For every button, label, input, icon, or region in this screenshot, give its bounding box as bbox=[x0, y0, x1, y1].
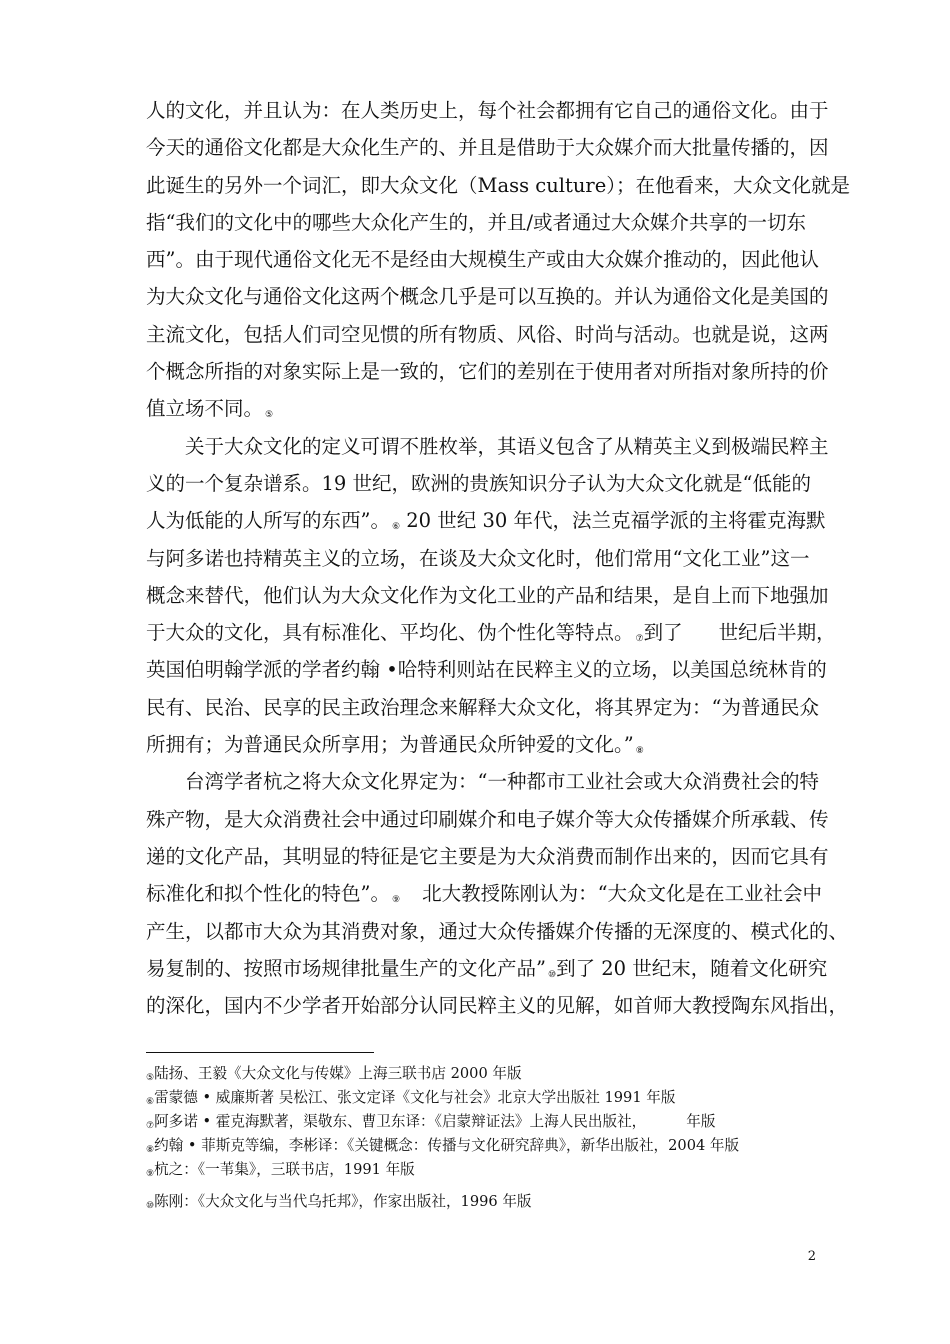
text-line: 为大众文化与通俗文化这两个概念几乎是可以互换的。并认为通俗文化是美国的 bbox=[146, 285, 829, 309]
text-line: 人的文化，并且认为：在人类历史上，每个社会都拥有它自己的通俗文化。由于 bbox=[146, 99, 829, 122]
text-line: 人为低能的人所写的东西”。 ⑥ 20 世纪 30 年代，法兰克福学派的主将霍克海默 bbox=[146, 509, 826, 533]
footnote: ⑥雷蒙德 • 威廉斯著 吴松江、张文定译《文化与社会》北京大学出版社 1991 年版 bbox=[146, 1089, 676, 1107]
text-line: 与阿多诺也持精英主义的立场，在谈及大众文化时，他们常用“文化工业”这一 bbox=[146, 546, 810, 570]
text-line: 民有、民治、民享的民主政治理念来解释大众文化，将其界定为：“为普通民众 bbox=[146, 695, 819, 719]
text-line: 递的文化产品，其明显的特征是它主要是为大众消费而制作出来的，因而它具有 bbox=[146, 844, 829, 868]
text-line: 的深化，国内不少学者开始部分认同民粹主义的见解，如首师大教授陶东风指出， bbox=[146, 994, 849, 1018]
text-line: 关于大众文化的定义可谓不胜枚举，其语义包含了从精英主义到极端民粹主 bbox=[185, 434, 829, 458]
page-number: 2 bbox=[807, 1249, 816, 1264]
text-line: 指“我们的文化中的哪些大众化产生的，并且/或者通过大众媒介共享的一切东 bbox=[146, 210, 807, 234]
text-line: 产生，以都市大众为其消费对象，通过大众传播媒介传播的无深度的、模式化的、 bbox=[146, 919, 849, 943]
footnote: ⑤陆扬、王毅《大众文化与传媒》上海三联书店 2000 年版 bbox=[146, 1065, 522, 1083]
text-line: 易复制的、按照市场规律批量生产的文化产品” ⑩到了 20 世纪末，随着文化研究 bbox=[146, 956, 828, 980]
text-line: 主流文化，包括人们司空见惯的所有物质、风俗、时尚与活动。也就是说，这两 bbox=[146, 322, 829, 346]
footnote: ⑧约翰 • 菲斯克等编，李彬译：《关键概念：传播与文化研究辞典》，新华出版社，2004 年版 bbox=[146, 1137, 740, 1155]
note-mark: ⑧ bbox=[635, 746, 644, 757]
text-line: 义的一个复杂谱系。19 世纪，欧洲的贵族知识分子认为大众文化就是“低能的 bbox=[146, 471, 811, 495]
text-line: 值立场不同。 ⑤ bbox=[146, 397, 274, 421]
footnote-separator bbox=[146, 1052, 374, 1053]
body-text bbox=[146, 92, 851, 1024]
text-line: 于大众的文化，具有标准化、平均化、伪个性化等特点。 ⑦到了 世纪后半期， bbox=[146, 621, 836, 645]
note-mark: ⑤ bbox=[265, 410, 274, 421]
note-mark: ⑩ bbox=[547, 969, 557, 980]
footnotes bbox=[146, 1062, 808, 1214]
text-line: 此诞生的另外一个词汇，即大众文化（Mass culture）；在他看来，大众文化就是 bbox=[146, 173, 851, 197]
note-mark: ⑦ bbox=[635, 634, 644, 645]
text-line: 殊产物，是大众消费社会中通过印刷媒介和电子媒介等大众传播媒介所承载、传 bbox=[146, 807, 829, 831]
text-line: 标准化和拟个性化的特色”。 ⑨ 北大教授陈刚认为：“大众文化是在工业社会中 bbox=[146, 882, 823, 906]
note-mark: ⑥ bbox=[391, 522, 401, 533]
note-mark: ⑨ bbox=[391, 895, 401, 906]
footnote: ⑦阿多诺 • 霍克海默著，渠敬东、曹卫东译：《启蒙辩证法》上海人民出版社， 年版 bbox=[146, 1113, 716, 1131]
footnote: ⑨杭之：《一苇集》，三联书店，1991 年版 bbox=[146, 1161, 415, 1179]
text-line: 今天的通俗文化都是大众化生产的、并且是借助于大众媒介而大批量传播的，因 bbox=[146, 136, 829, 160]
footnote: ⑩陈刚：《大众文化与当代乌托邦》，作家出版社，1996 年版 bbox=[146, 1193, 532, 1211]
text-line: 台湾学者杭之将大众文化界定为：“一种都市工业社会或大众消费社会的特 bbox=[185, 770, 819, 794]
text-line: 英国伯明翰学派的学者约翰 •哈特利则站在民粹主义的立场，以美国总统林肯的 bbox=[146, 658, 827, 682]
text-line: 个概念所指的对象实际上是一致的，它们的差别在于使用者对所指对象所持的价 bbox=[146, 360, 829, 384]
text-line: 概念来替代，他们认为大众文化作为文化工业的产品和结果，是自上而下地强加 bbox=[146, 583, 829, 607]
text-line: 西”。由于现代通俗文化无不是经由大规模生产或由大众媒介推动的，因此他认 bbox=[146, 248, 819, 272]
text-line: 所拥有；为普通民众所享用；为普通民众所钟爱的文化。” ⑧ bbox=[146, 733, 644, 757]
